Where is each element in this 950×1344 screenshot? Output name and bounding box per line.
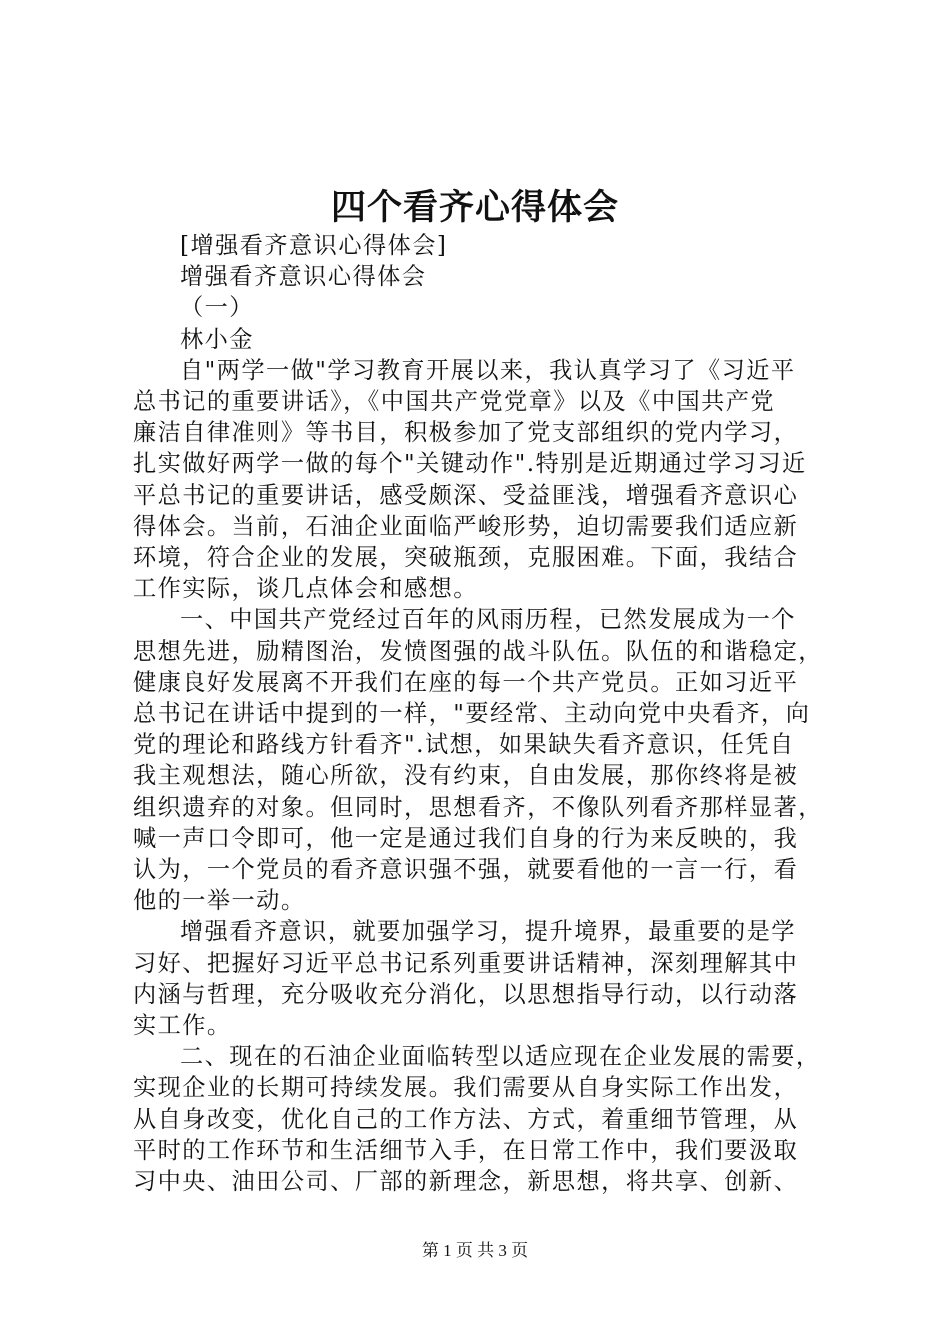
paragraph-line: 一、中国共产党经过百年的风雨历程，已然发展成为一个 [180,606,796,634]
paragraph-line: 内涵与哲理，充分吸收充分消化，以思想指导行动，以行动落 [133,980,799,1008]
paragraph-line: 实工作。 [133,1012,232,1040]
author-name: 林小金 [180,325,254,353]
paragraph [133,916,833,1041]
paragraph [133,604,833,916]
paragraph-line: 思想先进，励精图治，发愤图强的战斗队伍。队伍的和谐稳定， [133,637,823,665]
paragraph-line: 党的理论和路线方针看齐".试想，如果缺失看齐意识，任凭自 [133,731,795,759]
section-number: （一） [180,294,254,322]
subtitle-bracket: [增强看齐意识心得体会] [180,232,448,259]
paragraph-line: 习好、把握好习近平总书记系列重要讲话精神，深刻理解其中 [133,949,799,977]
document-title: 四个看齐心得体会 [330,187,619,228]
document-body [133,230,833,1197]
paragraph-line: 平总书记的重要讲话，感受颇深、受益匪浅，增强看齐意识心 [133,481,799,509]
paragraph-line: 平时的工作环节和生活细节入手，在日常工作中，我们要汲取 [133,1136,799,1164]
paragraph-line: 习中央、油田公司、厂部的新理念，新思想，将共享、创新、 [133,1168,799,1196]
paragraph-line: 喊一声口令即可，他一定是通过我们自身的行为来反映的，我 [133,824,799,852]
paragraph-line: 廉洁自律准则》等书目，积极参加了党支部组织的党内学习， [133,419,799,447]
paragraph-line: 自"两学一做"学习教育开展以来，我认真学习了《习近平 [180,356,796,384]
paragraph-line: 增强看齐意识，就要加强学习，提升境界，最重要的是学 [180,918,796,946]
paragraph-line: 我主观想法，随心所欲，没有约束，自由发展，那你终将是被 [133,762,799,790]
paragraph-line: 从自身改变，优化自己的工作方法、方式，着重细节管理，从 [133,1105,799,1133]
paragraph-line: 环境，符合企业的发展，突破瓶颈，克服困难。下面，我结合 [133,544,799,572]
paragraph-line: 得体会。当前，石油企业面临严峻形势，迫切需要我们适应新 [133,512,799,540]
paragraph-line: 组织遗弃的对象。但同时，思想看齐，不像队列看齐那样显著， [133,793,823,821]
paragraph-line: 总书记在讲话中提到的一样，"要经常、主动向党中央看齐，向 [133,700,811,728]
page-footer: 第 1 页 共 3 页 [421,1241,529,1260]
paragraph-list [133,355,833,1197]
paragraph-line: 认为，一个党员的看齐意识强不强，就要看他的一言一行，看 [133,856,799,884]
paragraph-line: 二、现在的石油企业面临转型以适应现在企业发展的需要， [180,1043,821,1071]
paragraph-line: 总书记的重要讲话》，《中国共产党党章》以及《中国共产党 [133,388,776,416]
paragraph-line: 扎实做好两学一做的每个"关键动作".特别是近期通过学习习近 [133,450,807,478]
subtitle: 增强看齐意识心得体会 [180,263,427,291]
paragraph [133,355,833,605]
paragraph-line: 健康良好发展离不开我们在座的每一个共产党员。正如习近平 [133,668,799,696]
paragraph-line: 他的一举一动。 [133,887,306,915]
paragraph [133,1041,833,1197]
paragraph-line: 工作实际，谈几点体会和感想。 [133,575,478,603]
paragraph-line: 实现企业的长期可持续发展。我们需要从自身实际工作出发， [133,1074,799,1102]
